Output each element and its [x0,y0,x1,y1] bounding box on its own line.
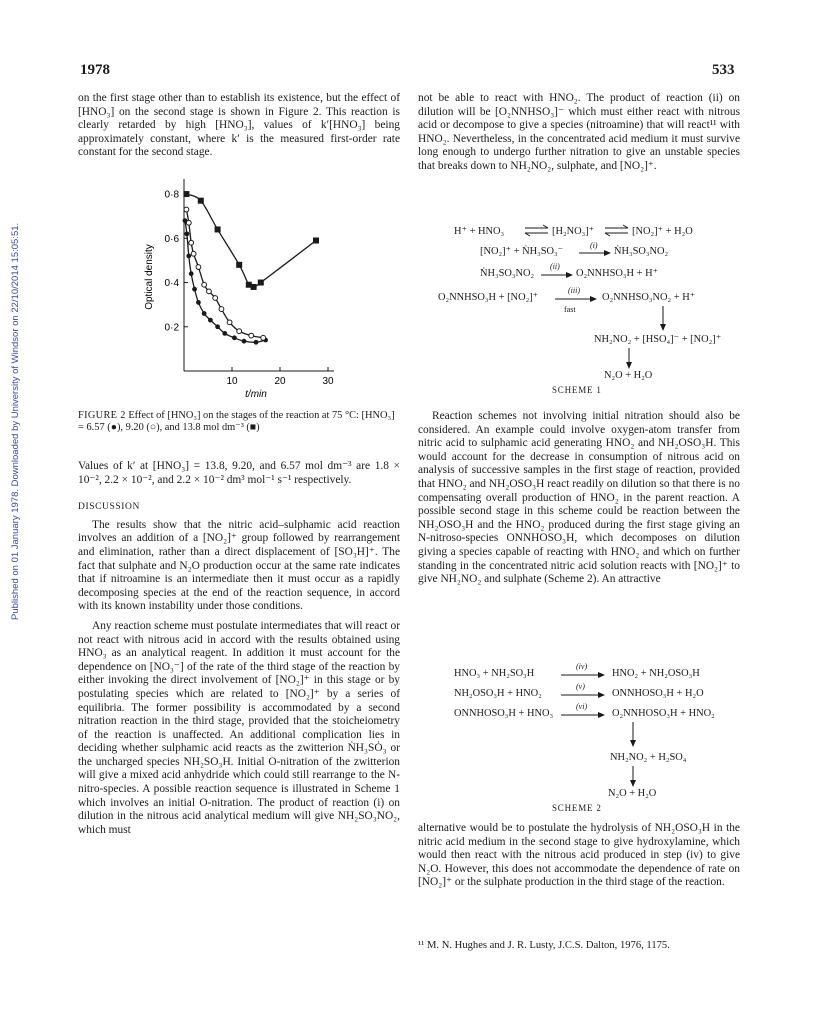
s2-step-v: (v) [576,682,585,691]
s2-line1-left: HNO₃ + NH₂SO₃H [454,668,535,679]
y-tick-label: 0·8 [164,189,179,201]
y-tick-label: 0·6 [164,233,179,245]
data-point-open-circle [186,220,191,225]
data-point-open-circle [207,289,212,294]
s2-line4: NH₂NO₂ + H₂SO₄ [610,752,687,763]
scheme-1 [418,222,740,402]
right-column-top [418,92,740,180]
data-point-open-circle [249,333,254,338]
y-tick-label: 0·2 [164,322,179,334]
x-tick-label: 20 [274,376,286,387]
y-axis-label: Optical density [144,244,155,310]
arrow-iii [554,294,598,304]
series-curve-2 [186,210,263,338]
s1-line4-left: O₂NNHSO₃H + [NO₂]⁺ [438,292,539,303]
x-axis-label: t/min [245,389,267,400]
data-point-square [313,238,319,244]
download-watermark: Published on 01 January 1978. Downloaded by University of Windsor on 22/10/2014 15:05:51. [10,222,21,620]
data-point-open-circle [191,251,196,256]
s1-line1-right: [NO₂]⁺ + H₂O [632,226,693,237]
s2-line3-right: O₂NNHOSO₃H + HNO₂ [612,708,715,719]
data-point-filled-circle [184,231,189,236]
equilibrium-arrow-1 [524,224,550,238]
right-paragraph-3: alternative would be to postulate the hydrolysis of NH₂OSO₃H in the nitric acid medium in the second stage to give hydroxylamine, which would then react with the nitrous acid produced in step (iv) to give N₂O. However, this does not accommodate the dependence of rate on [NO₂]⁺ or the sulphate production in the third stage of the reaction. [418,822,740,889]
footnote-11: ¹¹ M. N. Hughes and J. R. Lusty, J.C.S. Dalton, 1976, 1175. [418,940,670,951]
page-number: 533 [712,62,735,78]
journal-year: 1978 [80,62,110,78]
s1-step-ii: (ii) [550,262,560,271]
data-point-filled-circle [254,340,259,345]
right-paragraph-2: Reaction schemes not involving initial nitration should also be considered. An example could involve oxygen-atom transfer from nitric acid to sulphamic acid generating HNO₂ and NH₂OSO₃H. This would account for the decrease in consumption of nitrous acid on analysis of successive samples in the first stage of reaction, provided that HNO₂ and NH₂OSO₃H react readily on dilution so that there is no compensating overall production of HNO₂ in the parent reaction. A possible second stage in this scheme could be reaction between the NH₂OSO₃H and the HNO₂ produced during the first stage giving an N-nitroso-species ONNHOSO₃H, which decomposes on dilution giving a species capable of reacting with HNO₂ and which on further standing in the concentrated nitric acid solution reacts with [NO₂]⁺ to give NH₂NO₂ and sulphate (Scheme 2). An attractive [418,410,740,586]
scheme-2 [418,662,740,812]
s2-line2-left: NH₂OSO₃H + HNO₂ [454,688,542,699]
down-arrow-2 [624,348,634,370]
left-column-top [78,92,400,166]
data-point-open-circle [227,320,232,325]
right-column-bottom [418,822,740,896]
data-point-filled-circle [196,300,201,305]
s1-line1-mid: [H₂NO₃]⁺ [552,226,595,237]
s1-step-i: (i) [590,241,598,250]
arrow-ii [540,270,574,280]
s1-line1-left: H⁺ + HNO₃ [454,226,505,237]
equilibrium-arrow-2 [604,224,630,238]
s1-line6: N₂O + H₂O [604,370,653,381]
rate-values-paragraph: Values of k′ at [HNO₃] = 13.8, 9.20, and 6.57 mol dm⁻³ are 1.8 × 10⁻², 2.2 × 10⁻², and 2.2 × 10⁻² dm³ mol⁻¹ s⁻¹ respectively. [78,460,400,486]
discussion-heading: DISCUSSION [78,502,140,513]
data-point-filled-circle [186,254,191,259]
figure-2-caption [78,410,400,434]
data-point-filled-circle [192,287,197,292]
x-tick-label: 30 [322,376,334,387]
data-point-open-circle [189,240,194,245]
arrow-vi [560,710,606,720]
series-curve-1 [185,221,266,343]
down-arrow-3 [628,722,638,748]
data-point-square [236,262,242,268]
data-point-filled-circle [232,335,237,340]
intro-paragraph: on the first stage other than to establish its existence, but the effect of [HNO₃] on the second stage is shown in Figure 2. This reaction is clearly retarded by high [HNO₃], values of k′[HNO₃] being approximately constant, where k′ is the measured first-order rate constant for the second stage. [78,92,400,159]
data-point-square [215,226,221,232]
discussion-paragraph-1: The results show that the nitric acid–sulphamic acid reaction involves an addition of a [NO₂]⁺ group followed by rearrangement and elimination, rather than a direct displacement of [SO₃H]⁺. The fact that sulphate and N₂O production occur at the same rate indicates that if nitroamine is an intermediate then it must occur as a rapidly decomposing species at the end of the reaction sequence, in accord with its known instability under those conditions. [78,518,400,613]
s1-line2-left: [NO₂]⁺ + ṄH₃SO₃⁻ [480,246,564,257]
x-tick-label: 10 [226,376,238,387]
discussion-paragraph-2: Any reaction scheme must postulate intermediates that will react or not react with nitrous acid in accord with the results obtained using HNO₃ as an analytical reagent. In addition it must account for the dependence on [NO₃⁻] of the rate of the third stage of the reaction by either invoking the direct involvement of [NO₂]⁺ in this stage or by postulating species which are related to [NO₂]⁺ by a series of equilibria. The former possibility is accommodated by a second nitration reaction in the third stage, provided that the stoicheiometry of the reaction is unaffected. An additional complication lies in deciding whether sulphamic acid reacts as the zwitterion ṄH₃SȮ₃ or the uncharged species NH₂SO₃H. Initial O-nitration of the zwitterion will give a mixed acid anhydride which could still rearrange to the N-nitro-species. A possible reaction sequence is illustrated in Scheme 1 which involves an initial O-nitration. The product of reaction (i) on dilution in the nitrous acid analytical medium will give NH₂SO₃NO₂, which must [78,619,400,836]
data-point-square [251,284,257,290]
arrow-i [578,248,612,258]
data-point-filled-circle [208,318,213,323]
s2-line5: N₂O + H₂O [608,788,657,799]
figure-2-chart [130,175,370,405]
data-point-open-circle [196,265,201,270]
data-point-filled-circle [202,311,207,316]
data-point-square [198,198,204,204]
down-arrow-4 [628,766,638,788]
scheme-2-label: SCHEME 2 [552,803,602,813]
s1-line5: NH₂NO₂ + [HSO₄]⁻ + [NO₂]⁺ [594,334,722,345]
data-point-open-circle [219,307,224,312]
caption-text: Effect of [HNO₃] on the stages of the reaction at 75 °C: [HNO₃] = 6.57 (●), 9.20 (○), and 13.8 mol dm⁻³ (■) [78,410,395,433]
data-point-open-circle [237,329,242,334]
s2-line2-right: ONNHOSO₃H + H₂O [612,688,704,699]
s1-step-iii-fast: fast [564,305,576,314]
s1-line3-right: O₂NNHSO₃H + H⁺ [576,268,659,279]
arrow-v [560,690,606,700]
data-point-square [258,280,264,286]
data-point-open-circle [213,296,218,301]
data-point-filled-circle [242,339,247,344]
left-column-bottom [78,460,400,843]
down-arrow-1 [658,306,668,332]
s1-line2-right: ṄH₃SO₃NO₂ [614,246,669,257]
arrow-iv [560,670,606,680]
data-point-open-circle [202,282,207,287]
y-tick-label: 0·4 [164,278,179,290]
s1-line3-left: ṄH₃SO₃NO₂ [480,268,535,279]
data-point-filled-circle [222,331,227,336]
s2-line3-left: ONNHOSO₃H + HNO₃ [454,708,554,719]
right-column-middle [418,410,740,593]
s1-step-iii: (iii) [568,286,580,295]
right-paragraph-1: not be able to react with HNO₂. The product of reaction (ii) on dilution will be [O₂NNHSO₃]⁻ which must either react with nitrous acid or decompose to give a species (nitroamine) that will react¹¹ with HNO₂. Nevertheless, in the concentrated acid medium it must survive long enough to undergo further nitration to give an unstable species that breaks down to NH₂NO₂, sulphate, and [NO₂]⁺. [418,92,740,172]
data-point-filled-circle [215,324,220,329]
s2-line1-right: HNO₂ + NH₂OSO₃H [612,668,700,679]
s2-step-vi: (vi) [576,702,588,711]
s2-step-iv: (iv) [576,662,588,671]
s1-line4-right: O₂NNHSO₃NO₂ + H⁺ [602,292,696,303]
scheme-1-label: SCHEME 1 [552,385,602,395]
data-point-filled-circle [189,271,194,276]
data-point-open-circle [184,207,189,212]
series-curve-3 [186,194,316,287]
caption-label: FIGURE 2 [78,410,126,421]
data-point-open-circle [261,335,266,340]
